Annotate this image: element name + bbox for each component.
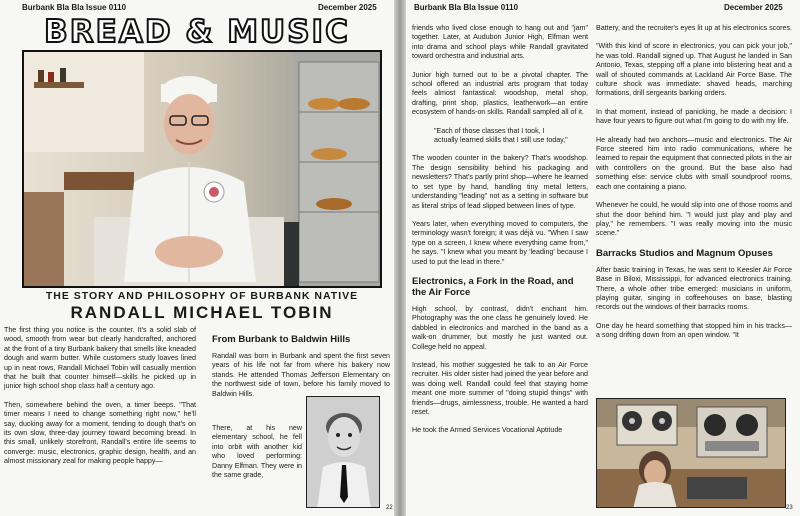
baker-photo — [22, 50, 382, 288]
paragraph: He took the Armed Services Vocational Aptitude — [412, 426, 563, 435]
left-column-2-wrap — [212, 424, 302, 510]
header-issue: Burbank Bla Bla Issue 0110 — [22, 3, 127, 12]
section-heading: From Burbank to Baldwin Hills — [212, 334, 351, 345]
childhood-photo — [306, 396, 380, 508]
header-issue: Burbank Bla Bla Issue 0110 — [414, 3, 519, 12]
left-column-1 — [4, 326, 196, 476]
paragraph: friends who lived close enough to hang out and "jam" together. Later, at Audubon Junior High, Elfman went into drama and school plays while Randall gravitated toward orchestra and industrial arts. — [412, 24, 588, 61]
header-date: December 2025 — [318, 3, 377, 12]
page-gutter — [394, 0, 406, 516]
paragraph: In that moment, instead of panicking, he made a decision: I have four years to figure out what I'm going to do with my life. — [596, 107, 792, 126]
paragraph: Then, somewhere behind the oven, a timer beeps. "That timer means I need to change something right now," he'll say, ducking away for a moment, tending to dough that's on its own slow, three-day journey toward becoming bread. In this small, unlikely storefront, Randall's entire life seems to converge: music, electronics, graphic design, health, and an almost missionary zeal for making people happy— — [4, 400, 196, 466]
childhood-photo-illustration — [307, 397, 380, 508]
paragraph: One day he heard something that stopped him in his tracks—a song drifting down from an open window. "It — [596, 321, 792, 340]
section-heading: Electronics, a Fork in the Road, and the Air Force — [412, 275, 574, 298]
paragraph: He already had two anchors—music and electronics. The Air Force steered him into radio communications, where he learned to repair the equipment that connected pilots in the air with controllers on the ground. But the base also had something else: service clubs with small soundproof rooms, each one containing a piano. — [596, 135, 792, 191]
baker-photo-illustration — [24, 52, 382, 288]
paragraph: High school, by contrast, didn't enchant him. Photography was the one class he genuinely loved. He dabbled in electronics and marched in the band as a walk-on drummer, but mostly he just wanted out. College held no appeal. — [412, 304, 588, 351]
paragraph: The first thing you notice is the counter. It's a solid slab of wood, smooth from wear but clearly handcrafted, anchored at the front of a tiny Burbank bakery that smells like kneaded dough and warm butter. While customers study loaves lined up in neat rows, Randall Michael Tobin will casually mention that he built that counter himself—skills he picked up in junior high school shop class half a century ago. — [4, 326, 196, 391]
page-number: 22 — [386, 505, 393, 511]
paragraph: Whenever he could, he would slip into one of those rooms and shut the door behind him. "I would just play and play and play," he remembers. "I was really moving into the music scene." — [596, 201, 792, 238]
subtitle-line-1: THE STORY AND PHILOSOPHY OF BURBANK NATIVE — [45, 290, 359, 302]
header-date: December 2025 — [724, 3, 783, 12]
left-page — [0, 0, 394, 516]
right-page — [406, 0, 800, 516]
paragraph: After basic training in Texas, he was sent to Keesler Air Force Base in Biloxi, Mississippi, for advanced electronics training. There, a whole other tribe emerged: musicians in uniform, playing guitar, singing in coffeehouses on base, blasting records out the windows of their barracks rooms. — [596, 265, 792, 312]
studio-photo-illustration — [597, 399, 786, 508]
right-column-1 — [412, 24, 588, 512]
paragraph: Junior high turned out to be a pivotal chapter. The school offered an industrial arts program that today feels almost fantastical: woodshop, metal shop, drafting, print shop, plastics, leatherwork—an entire ecosystem of hands-on skills. Randall sampled all of it. — [412, 70, 588, 117]
article-title: BREAD & MUSIC — [44, 14, 350, 50]
subtitle-line-2: RANDALL MICHAEL TOBIN — [70, 303, 334, 322]
paragraph: Years later, when everything moved to computers, the terminology wasn't foreign; it was déjà vu. "When I saw type on a screen, I knew where everything came from," he says. "I knew what you meant by 'leading' because I used to put the lead in there." — [412, 219, 588, 266]
right-column-2 — [596, 24, 792, 396]
page-number: 23 — [786, 505, 793, 511]
paragraph: Battery, and the recruiter's eyes lit up at his electronics scores. — [596, 24, 792, 32]
paragraph: Instead, his mother suggested he talk to an Air Force recruiter. His older sister had joined the year before and was doing well. Randall could feel that staying home meant one more summer of "doing stupid things" with friends—drugs, aimlessness, trouble. He wanted a hard reset. — [412, 360, 588, 416]
section-heading: Barracks Studios and Magnum Opuses — [596, 247, 773, 259]
paragraph: The wooden counter in the bakery? That's woodshop. The design sensibility behind his packaging and newsletters? That's partly print shop—where he learned to set type by hand, handling tiny metal letters, understanding "leading" not as a setting in software but as literal strips of lead slipped between lines of type. — [412, 154, 588, 210]
paragraph: Randall was born in Burbank and spent the first seven years of his life not far from where his bakery now stands. He attended Thomas Jefferson Elementary on the northwest side of town, before his family moved to Baldwin Hills. — [212, 352, 390, 398]
paragraph: There, at his new elementary school, he fell into orbit with another kid who loved performing: Danny Elfman. They were in the same grade, — [212, 424, 302, 480]
studio-photo — [596, 398, 786, 508]
pull-quote: "Each of those classes that I took, I actually learned skills that I still use today," — [434, 126, 568, 145]
paragraph: "With this kind of score in electronics, you can pick your job," he was told. Randall signed up. That August he landed in San Antonio, Texas, stepping off a plane into blistering heat and a wall of shouted commands at Lackland Air Force Base. The culture shock was immediate: shaved heads, marching formations, drill sergeants barking orders. — [596, 42, 792, 98]
